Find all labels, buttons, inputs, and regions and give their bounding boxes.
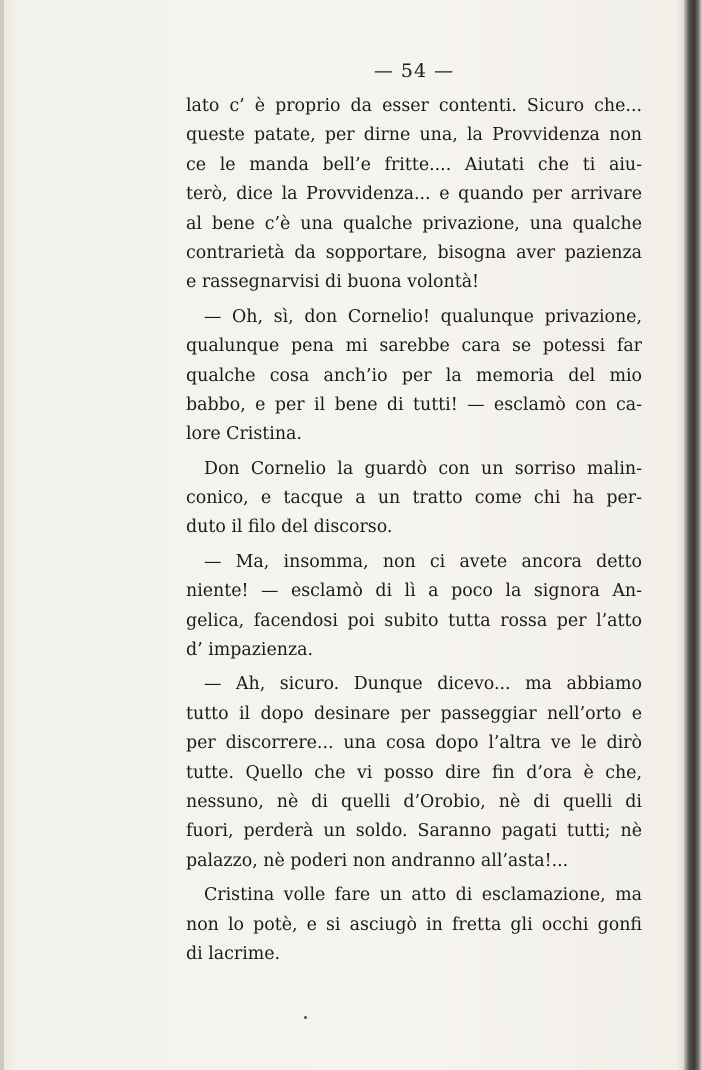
page-number: — 54 — xyxy=(373,60,455,82)
text-line: queste patate, per dirne una, la Provvidenza non xyxy=(186,125,642,146)
text-line: — Ah, sicuro. Dunque dicevo... ma abbiamo xyxy=(204,674,642,695)
paper-speck xyxy=(304,1016,307,1019)
body-text xyxy=(186,92,642,969)
text-line: qualche cosa anch’io per la memoria del mio xyxy=(186,365,642,386)
text-line: tutto il dopo desinare per passeggiar nell’orto e xyxy=(186,703,642,724)
text-line: niente! — esclamò di lì a poco la signora An- xyxy=(186,581,642,602)
text-line: al bene c’è una qualche privazione, una qualche xyxy=(186,213,642,234)
text-line: contrarietà da sopportare, bisogna aver pazienza xyxy=(186,242,642,263)
text-line: e rassegnarvisi di buona volontà! xyxy=(186,272,480,293)
text-line: duto il filo del discorso. xyxy=(186,517,393,538)
paragraph xyxy=(186,92,642,298)
text-line: nessuno, nè di quelli d’Orobio, nè di quelli di xyxy=(186,791,642,812)
text-line: Don Cornelio la guardò con un sorriso malin- xyxy=(204,458,642,479)
paragraph xyxy=(186,455,642,543)
text-line: — Ma, insomma, non ci avete ancora detto xyxy=(204,551,642,572)
text-line: Cristina volle fare un atto di esclamazione, ma xyxy=(204,885,642,906)
text-line: terò, dice la Provvidenza... e quando per arrivare xyxy=(186,184,642,205)
text-line: ce le manda bell’e fritte.... Aiutati che ti aiu- xyxy=(186,154,642,175)
text-line: non lo potè, e si asciugò in fretta gli occhi gonfi xyxy=(186,914,642,935)
text-line: lato c’ è proprio da esser contenti. Sicuro che... xyxy=(186,96,642,116)
paragraph xyxy=(186,881,642,969)
page-left-edge xyxy=(0,0,4,1070)
paragraph xyxy=(186,670,642,876)
text-line: qualunque pena mi sarebbe cara se potessi far xyxy=(186,336,642,357)
text-line: conico, e tacque a un tratto come chi ha per- xyxy=(186,488,642,509)
text-line: — Oh, sì, don Cornelio! qualunque privazione, xyxy=(204,306,642,327)
paragraph xyxy=(186,548,642,666)
text-line: lore Cristina. xyxy=(186,424,302,445)
text-line: tutte. Quello che vi posso dire fin d’ora è che, xyxy=(186,762,642,783)
paragraph xyxy=(186,303,642,450)
text-line: babbo, e per il bene di tutti! — esclamò con ca- xyxy=(186,394,642,415)
text-line: di lacrime. xyxy=(186,943,281,964)
text-line: per discorrere... una cosa dopo l’altra ve le dirò xyxy=(186,733,642,754)
text-line: d’ impazienza. xyxy=(186,640,314,661)
text-line: gelica, facendosi poi subito tutta rossa per l’atto xyxy=(186,610,642,631)
book-binding-edge xyxy=(684,0,702,1070)
text-line: palazzo, nè poderi non andranno all’asta!... xyxy=(186,850,569,871)
text-line: fuori, perderà un soldo. Saranno pagati tutti; nè xyxy=(186,821,642,842)
page-shadow xyxy=(676,0,684,1070)
